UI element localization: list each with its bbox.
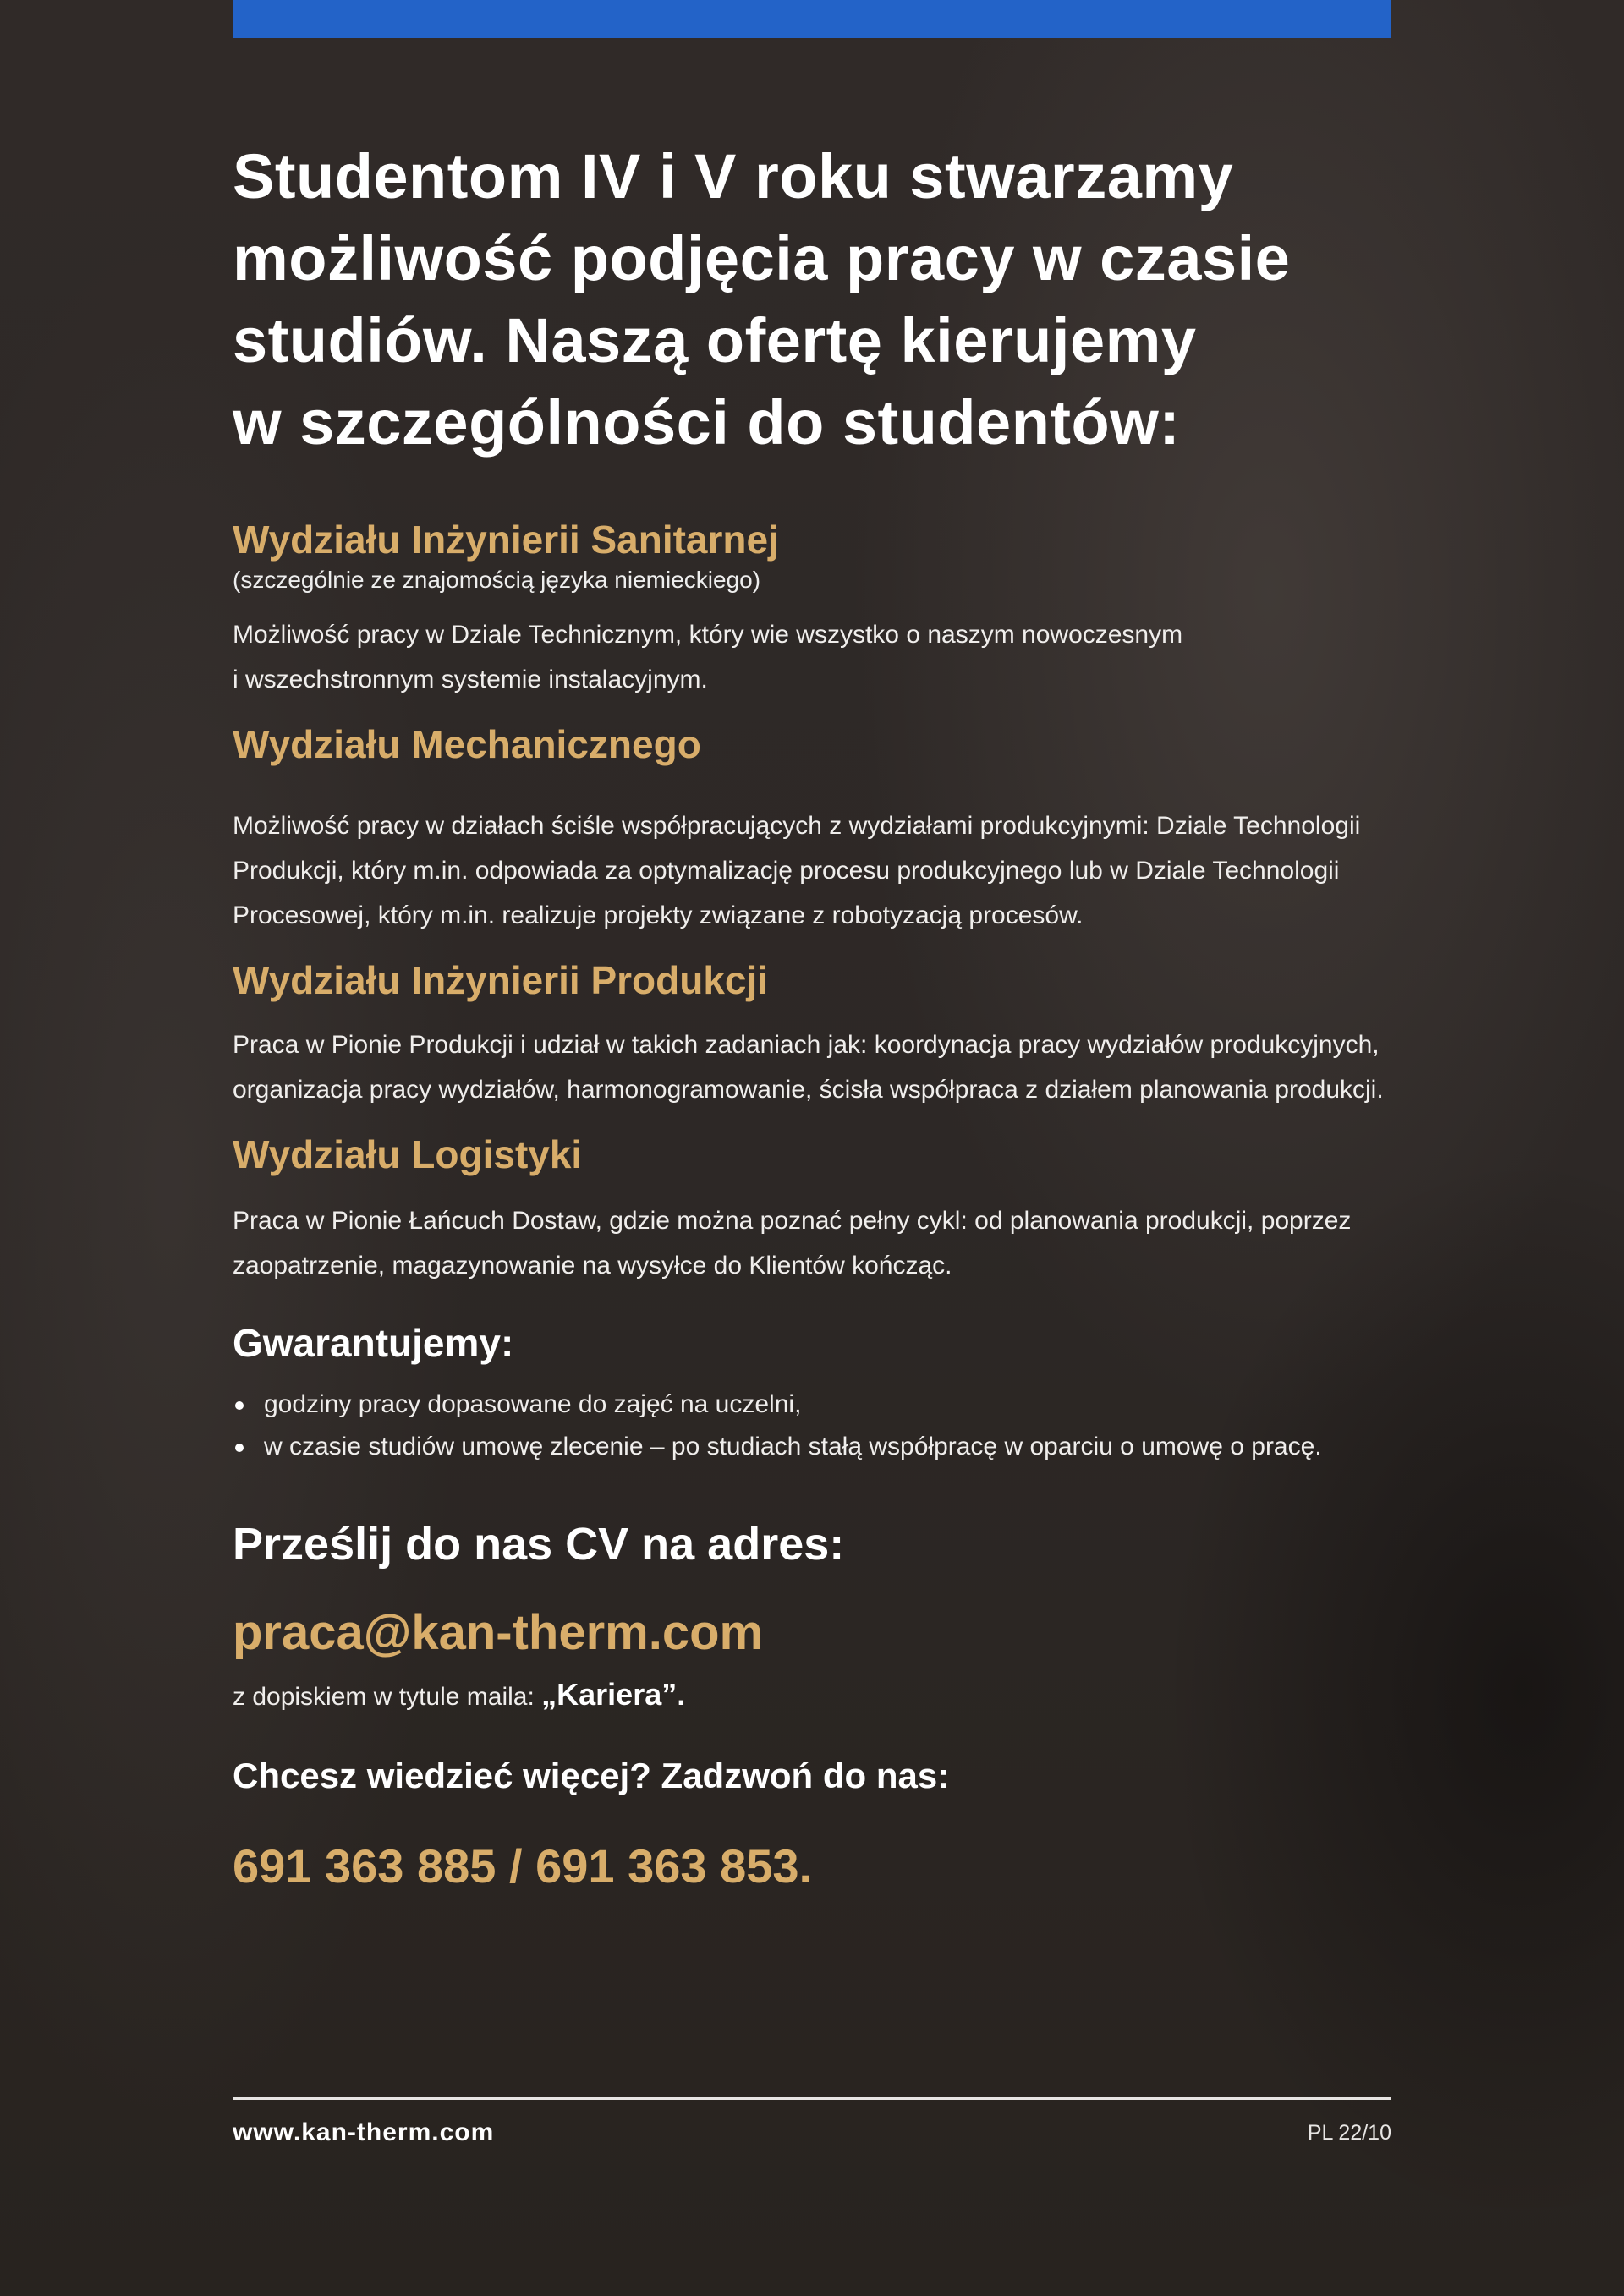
- description-line: Produkcji, który m.in. odpowiada za optymalizację procesu produkcyjnego lub w Dziale Technologii: [233, 857, 1340, 885]
- department-description: [233, 803, 1391, 938]
- description-line: Praca w Pionie Łańcuch Dostaw, gdzie można poznać pełny cykl: od planowania produkcji, poprzez: [233, 1207, 1352, 1235]
- cv-title: Prześlij do nas CV na adres:: [233, 1519, 845, 1570]
- list-item: w czasie studiów umowę zlecenie – po studiach stałą współpracę w oparciu o umowę o pracę.: [233, 1426, 1391, 1468]
- headline-line: Studentom IV i V roku stwarzamy: [233, 141, 1234, 211]
- department-title: Wydziału Inżynierii Sanitarnej: [233, 518, 779, 562]
- department-description: [233, 1198, 1391, 1288]
- guarantee-section: [233, 1318, 1391, 1468]
- department-mechanical: [233, 719, 1391, 938]
- footer-website-link[interactable]: www.kan-therm.com: [233, 2118, 495, 2146]
- description-line: Możliwość pracy w Dziale Technicznym, który wie wszystko o naszym nowoczesnym: [233, 621, 1183, 649]
- description-line: Możliwość pracy w działach ściśle współpracujących z wydziałami produkcyjnymi: Dziale Technologii: [233, 812, 1361, 840]
- subject-value: „Kariera”.: [541, 1677, 686, 1712]
- phone-numbers[interactable]: 691 363 885 / 691 363 853.: [233, 1839, 813, 1893]
- footer-divider: [233, 2097, 1391, 2100]
- list-item: godziny pracy dopasowane do zajęć na uczelni,: [233, 1384, 1391, 1426]
- department-title: Wydziału Inżynierii Produkcji: [233, 958, 769, 1002]
- description-line: organizacja pracy wydziałów, harmonogramowanie, ścisła współpraca z działem planowania produkcji.: [233, 1076, 1384, 1104]
- top-accent-bar: [233, 0, 1391, 38]
- department-title: Wydziału Mechanicznego: [233, 722, 701, 766]
- department-title: Wydziału Logistyki: [233, 1132, 583, 1176]
- call-title: Chcesz wiedzieć więcej? Zadzwoń do nas:: [233, 1756, 950, 1795]
- headline-line: możliwość podjęcia pracy w czasie: [233, 223, 1291, 293]
- description-line: Procesowej, który m.in. realizuje projekty związane z robotyzacją procesów.: [233, 901, 1084, 929]
- headline-line: studiów. Naszą ofertę kierujemy: [233, 305, 1197, 375]
- department-production: [233, 955, 1391, 1112]
- description-line: zaopatrzenie, magazynowanie na wysyłce do Klientów kończąc.: [233, 1252, 952, 1280]
- footer-document-code: PL 22/10: [1307, 2121, 1391, 2145]
- page-headline: [233, 135, 1391, 463]
- description-line: i wszechstronnym systemie instalacyjnym.: [233, 666, 708, 693]
- guarantee-title: Gwarantujemy:: [233, 1321, 514, 1365]
- email-subject-note: [233, 1674, 1391, 1718]
- description-line: Praca w Pionie Produkcji i udział w takich zadaniach jak: koordynacja pracy wydziałów produkcyjnych,: [233, 1031, 1380, 1059]
- guarantee-list: [233, 1384, 1391, 1468]
- department-description: [233, 612, 1391, 702]
- email-link[interactable]: praca@kan-therm.com: [233, 1605, 764, 1660]
- department-logistics: [233, 1129, 1391, 1288]
- department-sanitary: [233, 514, 1391, 702]
- headline-line: w szczególności do studentów:: [233, 387, 1181, 458]
- department-note: (szczególnie ze znajomością języka niemieckiego): [233, 567, 761, 593]
- contact-section: [233, 1515, 1391, 1898]
- department-description: [233, 1022, 1391, 1112]
- flyer-content: [233, 135, 1391, 1898]
- subject-prefix: z dopiskiem w tytule maila:: [233, 1683, 542, 1711]
